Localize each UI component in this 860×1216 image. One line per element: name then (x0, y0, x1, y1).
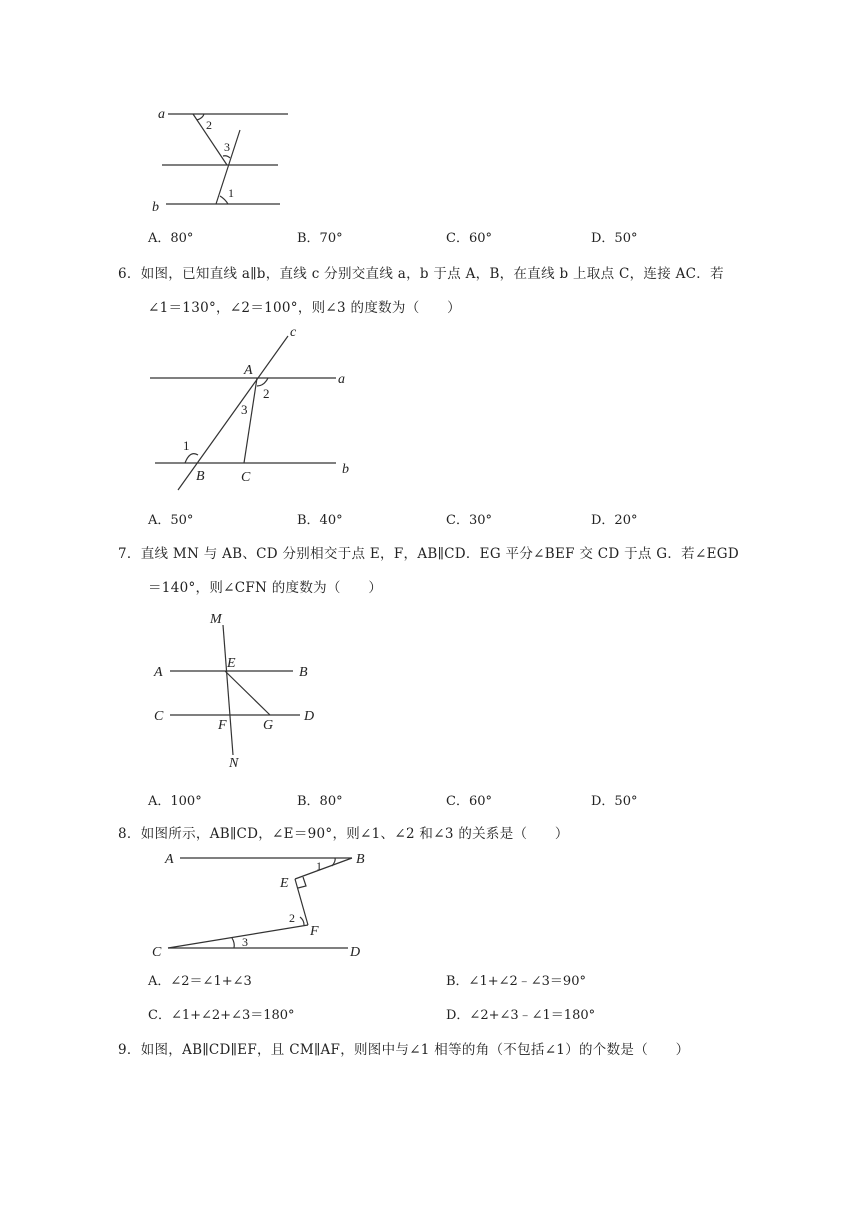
label-angle-1: 1 (316, 859, 322, 873)
angle1-arc (185, 454, 198, 463)
label-angle-1: 1 (183, 438, 190, 453)
q5-figure (148, 100, 298, 218)
label-angle-2: 2 (263, 386, 270, 401)
label-C: C (152, 945, 162, 960)
label-angle-1: 1 (228, 186, 234, 200)
q8-figure (148, 846, 378, 964)
q6-stem-line2: ∠1＝130°，∠2＝100°，则∠3 的度数为（ ） (148, 300, 461, 316)
q7-stem-line1: 7．直线 MN 与 AB、CD 分别相交于点 E，F，AB∥CD．EG 平分∠BEF 交 CD 于点 G．若∠EGD (118, 546, 739, 562)
label-E: E (280, 876, 289, 891)
q7-figure (148, 605, 328, 775)
segment-fc (168, 925, 308, 948)
right-angle-mark (298, 877, 306, 888)
q6-stem-line1: 6．如图，已知直线 a∥b，直线 c 分别交直线 a，b 于点 A，B，在直线 b 上取点 C，连接 AC．若 (118, 266, 724, 282)
label-N: N (229, 756, 239, 771)
label-B: B (356, 852, 365, 867)
q7-option-b[interactable]: B．80° (297, 794, 343, 809)
angle2-arc (300, 917, 304, 925)
label-C: C (241, 470, 251, 485)
q5-option-d[interactable]: D．50° (591, 231, 638, 246)
label-c: c (290, 325, 297, 340)
q5-option-b[interactable]: B．70° (297, 231, 343, 246)
q6-option-b[interactable]: B．40° (297, 513, 343, 528)
q7-option-d[interactable]: D．50° (591, 794, 638, 809)
angle2-arc (197, 114, 204, 120)
label-G: G (263, 718, 274, 733)
q6-option-c[interactable]: C．30° (446, 513, 492, 528)
q6-option-a[interactable]: A．50° (148, 513, 194, 528)
label-angle-3: 3 (242, 935, 248, 949)
segment-ac (244, 378, 257, 463)
q5-option-a[interactable]: A．80° (148, 231, 194, 246)
label-angle-3: 3 (224, 140, 230, 154)
angle2-arc (257, 378, 268, 386)
q7-stem-line2: ＝140°，则∠CFN 的度数为（ ） (148, 580, 383, 596)
label-A: A (244, 363, 253, 378)
label-C: C (154, 709, 164, 724)
label-angle-2: 2 (206, 118, 212, 132)
angle3-arc (232, 938, 234, 948)
label-M: M (210, 612, 222, 627)
label-angle-2: 2 (289, 911, 295, 925)
q6-figure (140, 322, 370, 497)
q8-stem-line1: 8．如图所示，AB∥CD，∠E＝90°，则∠1、∠2 和∠3 的关系是（ ） (118, 826, 569, 842)
label-A: A (154, 665, 163, 680)
segment-eg (225, 671, 270, 715)
line-c (178, 336, 288, 490)
label-F: F (218, 718, 227, 733)
label-a: a (158, 107, 165, 122)
label-A: A (165, 852, 174, 867)
q8-option-a[interactable]: A．∠2＝∠1+∠3 (148, 974, 252, 989)
label-F: F (310, 924, 319, 939)
label-B: B (196, 469, 205, 484)
q8-option-b[interactable]: B．∠1+∠2﹣∠3＝90° (446, 974, 586, 989)
q9-stem-line1: 9．如图，AB∥CD∥EF，且 CM∥AF，则图中与∠1 相等的角（不包括∠1）的个数是（ ） (118, 1042, 690, 1058)
segment-be (295, 858, 352, 879)
angle1-arc (220, 196, 228, 204)
q6-option-d[interactable]: D．20° (591, 513, 638, 528)
label-angle-3: 3 (241, 402, 248, 417)
angle3-arc (223, 156, 230, 158)
label-b: b (152, 200, 159, 215)
q7-option-a[interactable]: A．100° (148, 794, 202, 809)
q8-option-c[interactable]: C．∠1+∠2+∠3＝180° (148, 1008, 295, 1023)
label-D: D (350, 945, 361, 960)
label-E: E (227, 656, 236, 671)
label-B: B (299, 665, 308, 680)
line-mn (223, 625, 233, 755)
label-D: D (304, 709, 315, 724)
q7-option-c[interactable]: C．60° (446, 794, 492, 809)
label-a: a (338, 372, 345, 387)
label-b: b (342, 462, 349, 477)
q5-option-c[interactable]: C．60° (446, 231, 492, 246)
q8-option-d[interactable]: D．∠2+∠3﹣∠1＝180° (446, 1008, 596, 1023)
